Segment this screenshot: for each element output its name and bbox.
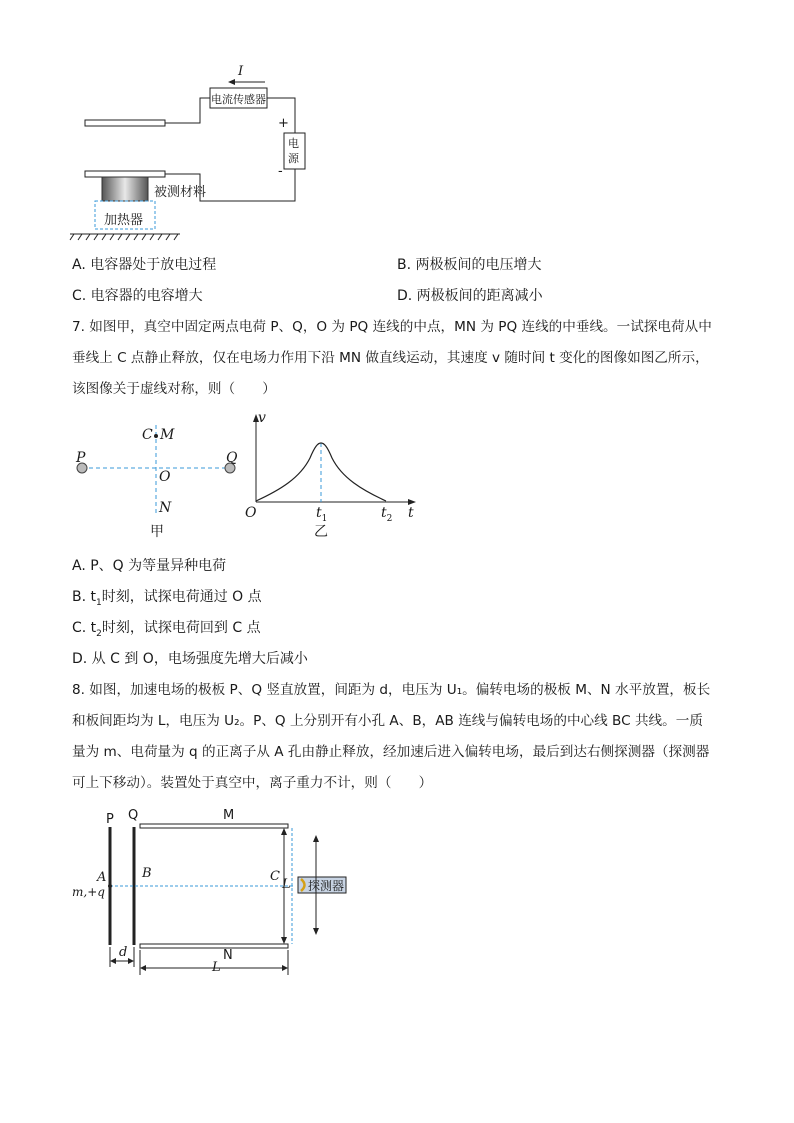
label-plate-n: N bbox=[223, 948, 233, 963]
q6-option-b: B. 两极板间的电压增大 bbox=[397, 257, 542, 273]
axis-label-t: t bbox=[408, 505, 414, 521]
deflection-apparatus-figure bbox=[70, 815, 360, 980]
plate-n bbox=[140, 944, 288, 948]
current-label: I bbox=[238, 64, 244, 79]
tick-t2: $t_2$ bbox=[381, 505, 393, 524]
q7-option-b: B. $t_1$时刻，试探电荷通过 O 点 bbox=[72, 589, 262, 608]
plus-sign: + bbox=[278, 116, 289, 131]
caption-jia: 甲 bbox=[150, 524, 164, 540]
q7-option-a: A. P、Q 为等量异种电荷 bbox=[72, 558, 227, 574]
upper-plate bbox=[85, 120, 165, 126]
label-d: d bbox=[119, 945, 128, 960]
tested-material bbox=[102, 177, 148, 201]
q8-stem-line-3: 量为 m、电荷量为 q 的正离子从 A 孔由静止释放，经加速后进入偏转电场，最后到达右侧探测器（探测器 bbox=[72, 744, 710, 760]
q6-option-d: D. 两极板间的距离减小 bbox=[397, 288, 543, 304]
caption-yi: 乙 bbox=[314, 524, 328, 540]
plate-m bbox=[140, 824, 288, 828]
lower-plate bbox=[85, 171, 165, 177]
q7-stem-line-2: 垂线上 C 点静止释放，仅在电场力作用下沿 MN 做直线运动，其速度 v 随时间 t 变化的图像如图乙所示， bbox=[72, 350, 709, 366]
label-c: C bbox=[142, 427, 153, 443]
q7-option-d: D. 从 C 到 O，电场强度先增大后减小 bbox=[72, 651, 308, 667]
axis-label-v: v bbox=[258, 410, 266, 426]
label-q: Q bbox=[226, 450, 238, 466]
q6-option-a: A. 电容器处于放电过程 bbox=[72, 257, 217, 273]
label-plate-p: P bbox=[106, 812, 114, 827]
heater-label: 加热器 bbox=[104, 213, 144, 228]
q8-stem-line-4: 可上下移动）。装置处于真空中，离子重力不计，则（ ） bbox=[72, 775, 433, 791]
label-c: C bbox=[270, 869, 280, 884]
label-mq: m,+q bbox=[72, 885, 105, 899]
top-wire bbox=[165, 98, 210, 123]
label-o: O bbox=[159, 469, 171, 485]
ion-a bbox=[108, 884, 112, 888]
minus-sign: - bbox=[278, 164, 283, 179]
q7-stem-line-3: 该图像关于虚线对称，则（ ） bbox=[72, 381, 276, 397]
label-plate-q: Q bbox=[128, 808, 139, 823]
material-label: 被测材料 bbox=[154, 185, 207, 200]
tick-t1: $t_1$ bbox=[316, 505, 328, 524]
point-c bbox=[154, 434, 158, 438]
label-p: P bbox=[76, 450, 86, 466]
label-a: A bbox=[97, 870, 107, 885]
label-b: B bbox=[142, 866, 152, 881]
label-plate-m: M bbox=[223, 808, 235, 823]
detector-label: 探测器 bbox=[308, 879, 345, 893]
q8-stem-line-1: 8. 如图，加速电场的极板 P、Q 竖直放置，间距为 d，电压为 U₁。偏转电场的极板 M、N 水平放置，板长 bbox=[72, 682, 711, 698]
q7-stem-line-1: 7. 如图甲，真空中固定两点电荷 P、Q，O 为 PQ 连线的中点，MN 为 PQ 连线的中垂线。一试探电荷从中 bbox=[72, 319, 712, 335]
label-l-bottom: L bbox=[212, 960, 221, 975]
q7-option-c: C. $t_2$时刻，试探电荷回到 C 点 bbox=[72, 620, 261, 639]
capacitor-circuit-figure bbox=[60, 58, 320, 248]
q6-option-c: C. 电容器的电容增大 bbox=[72, 288, 203, 304]
label-n: N bbox=[159, 500, 172, 516]
q8-stem-line-2: 和板间距均为 L，电压为 U₂。P、Q 上分别开有小孔 A、B，AB 连线与偏转电场的中心线 BC 共线。一质 bbox=[72, 713, 703, 729]
figure-yi-vt-graph bbox=[240, 410, 420, 520]
power-label-2: 源 bbox=[288, 152, 299, 165]
power-label-1: 电 bbox=[288, 137, 299, 150]
label-l-right: L bbox=[282, 877, 291, 892]
label-m: M bbox=[160, 427, 175, 443]
sensor-label: 电流传感器 bbox=[211, 93, 266, 106]
origin-label: O bbox=[245, 505, 257, 521]
